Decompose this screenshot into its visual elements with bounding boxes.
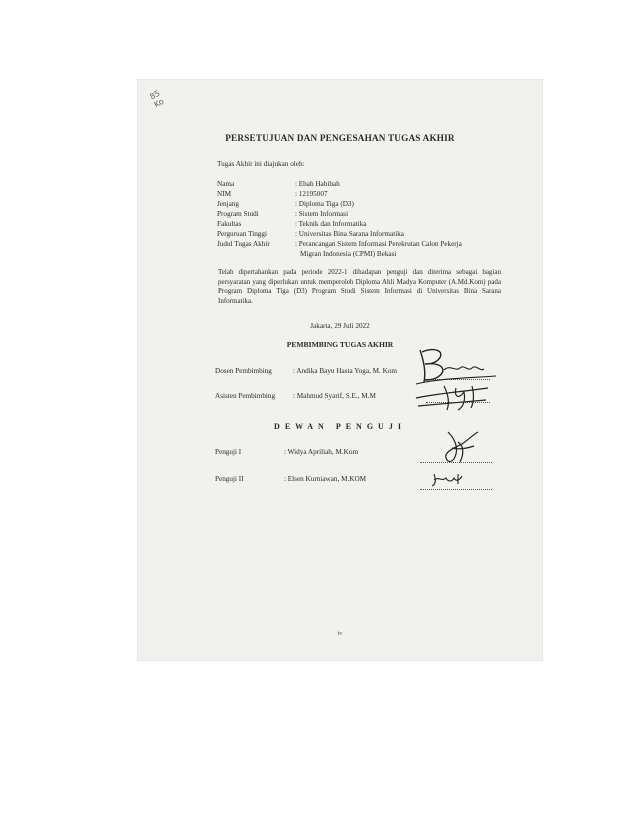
approval-paragraph: Telah dipertahankan pada periode 2022-1 dihadapan penguji dan diterima sebagai bagian persyaratan yang diperlukan untuk memperoleh Diploma Ahli Madya Komputer (A.Md.Kom) pada Program Diploma Tiga (D3) Program Studi Sistem Informasi di Universitas Bina Sarana Informatika. [218,268,501,305]
page-title: PERSETUJUAN DAN PENGESAHAN TUGAS AKHIR [225,133,455,143]
field-label-perguruan-tinggi: Perguruan Tinggi [217,230,267,238]
examiner-value-2: : Elsen Kurniawan, M.KOM [284,475,367,483]
pembimbing-heading: PEMBIMBING TUGAS AKHIR [286,340,394,349]
date-line: Jakarta, 29 Juli 2022 [310,322,370,330]
field-value-jenjang: : Diploma Tiga (D3) [295,200,354,208]
field-value-judul-line2: Migran Indonesia (CPMI) Bekasi [300,250,397,258]
signature-asisten-pembimbing [414,380,494,414]
examiner-value-1: : Widya Apriliah, M.Kom [284,448,359,456]
field-value-perguruan-tinggi: : Universitas Bina Sarana Informatika [295,230,404,238]
field-label-fakultas: Fakultas [217,220,242,228]
dewan-heading: DEWAN PENGUJI [274,422,406,431]
field-label-program-studi: Program Studi [217,210,259,218]
examiner-label-2: Penguji II [215,475,244,483]
field-label-nama: Nama [217,180,235,188]
field-label-nim: NIM [217,190,231,198]
field-value-fakultas: : Teknik dan Informatika [295,220,367,228]
advisor-value-asisten: : Mahmud Syarif, S.E., M.M [293,392,376,400]
advisor-value-dosen: : Andika Bayu Hasta Yoga, M. Kom [293,367,398,375]
field-value-nim: : 12195007 [295,190,328,198]
field-value-program-studi: : Sistem Informasi [295,210,349,218]
page-number: iv [337,630,343,637]
field-label-jenjang: Jenjang [217,200,239,208]
handwritten-note: 85 Ko [148,88,166,110]
signature-penguji-1 [438,428,483,468]
field-value-nama: : Ebah Habibah [295,180,340,188]
field-value-judul: : Perancangan Sistem Informasi Perekrutan Calon Pekerja [295,240,462,248]
document-page [138,80,542,660]
examiner-label-1: Penguji I [215,448,242,456]
advisor-label-asisten: Asisten Pembimbing [215,392,276,400]
intro-text: Tugas Akhir ini diajukan oleh: [217,160,305,168]
field-label-judul: Judul Tugas Akhir [217,240,270,248]
advisor-label-dosen: Dosen Pembimbing [215,367,272,375]
signature-penguji-2 [428,470,468,490]
